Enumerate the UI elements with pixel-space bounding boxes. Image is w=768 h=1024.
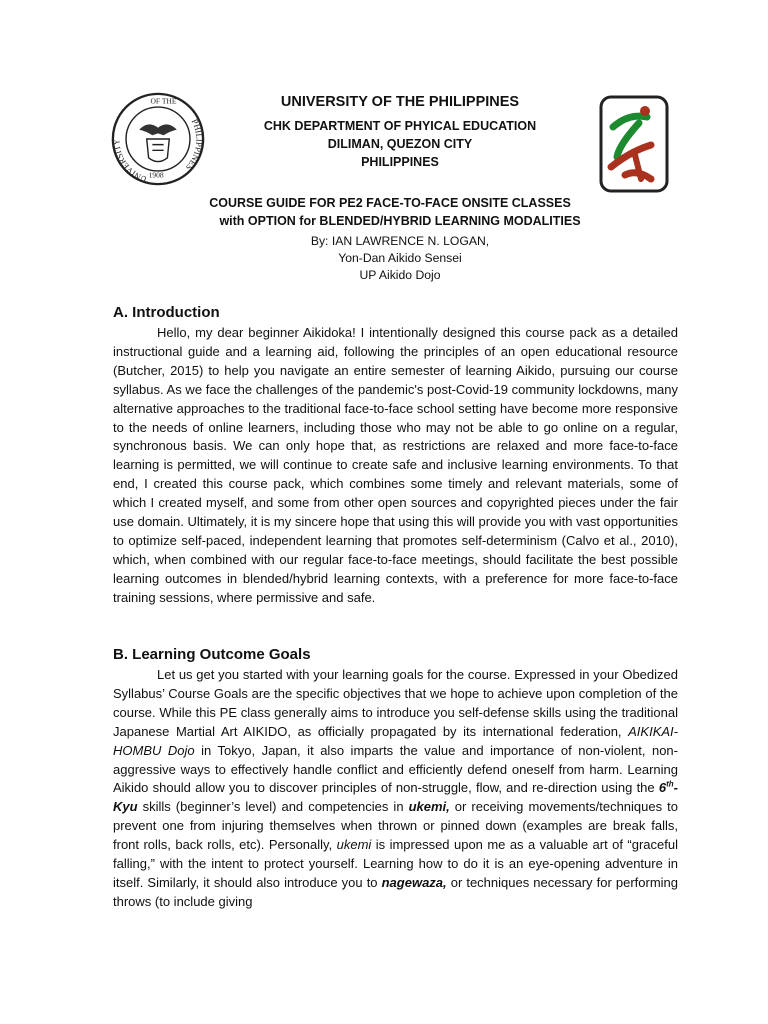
- author-line: By: IAN LAWRENCE N. LOGAN,: [310, 234, 490, 248]
- seal-text-right: PHILIPPINES: [183, 117, 205, 173]
- section-b-text-6: or techniques necessary for performing throws (to include giving: [113, 874, 678, 909]
- section-b-text-5: is impressed upon me as a valuable art of “graceful falling,” with the intent to protect yourself. Learning how to do it is an eye-opening adventure in itself. Similarly, it should also introduce you to: [113, 837, 678, 890]
- author-title: Yon-Dan Aikido Sensei: [338, 251, 462, 265]
- kyu-number: 6: [658, 780, 667, 796]
- kyu-word: -Kyu: [113, 780, 678, 815]
- ukemi-italic: ukemi: [336, 837, 372, 853]
- section-b-text-3: skills (beginner’s level) and competencies in: [137, 799, 409, 815]
- department-name: CHK DEPARTMENT OF PHYICAL EDUCATION: [263, 119, 537, 133]
- course-guide-subtitle: with OPTION for BLENDED/HYBRID LEARNING MODALITIES: [219, 214, 581, 228]
- svg-text:UNIVERSITY: [111, 139, 148, 185]
- city-line: DILIMAN, QUEZON CITY: [327, 137, 473, 151]
- section-a-paragraph: [113, 324, 678, 608]
- dojo-name: UP Aikido Dojo: [359, 268, 441, 282]
- hombu-dojo-name: AIKIKAI-HOMBU Dojo: [113, 723, 678, 758]
- section-b-heading: B. Learning Outcome Goals: [113, 646, 311, 663]
- section-b-paragraph: [113, 666, 678, 912]
- seal-text-left: UNIVERSITY: [111, 138, 149, 185]
- kyu-suffix: th: [666, 780, 674, 790]
- seal-year: 1908: [148, 170, 164, 180]
- section-b-text-4: or receiving movements/techniques to prevent one from injuring themselves when thrown or pinned down (examples are break falls, front rolls, back rolls, etc). Personally,: [113, 799, 678, 853]
- course-guide-title: COURSE GUIDE FOR PE2 FACE-TO-FACE ONSITE CLASSES: [209, 196, 571, 210]
- country-line: PHILIPPINES: [361, 155, 439, 169]
- nagewaza-term: nagewaza,: [381, 874, 447, 890]
- section-b-text-1: Let us get you started with your learning goals for the course. Expressed in your Obedized Syllabus’ Course Goals are the specific objectives that we hope to achieve upon completion of the course. While this PE class generally aims to introduce you self-defense skills using the traditional Japanese Martial Art AIKIDO, as officially propagated by its international federation,: [113, 667, 678, 739]
- university-seal-logo: [111, 92, 205, 186]
- ukemi-term: ukemi,: [408, 799, 450, 815]
- section-b-text-2: in Tokyo, Japan, it also imparts the value and importance of non-violent, non-aggressive ways to effectively handle conflict and efficiently defend oneself from harm. Learning Aikido should allow you to discover principles of non-struggle, flow, and re-direction using the: [113, 742, 678, 796]
- section-a-text: Hello, my dear beginner Aikidoka! I intentionally designed this course pack as a detailed instructional guide and a learning aid, following the principles of an open educational resource (Butcher, 2015) to help you navigate an entire semester of learning Aikido, pursuing our course syllabus. As we face the challenges of the pandemic's post-Covid-19 community lockdowns, many alternative approaches to the traditional face-to-face school setting have become more responsive to the needs of online learners, including those who may not be able to go online on a regular, synchronous basis. We can only hope that, as restrictions are relaxed and more face-to-face learning is permitted, we will continue to create safe and inclusive learning environments. To that end, I created this course pack, which combines some timely and relevant materials, some of which I created myself, and some from other open sources and copyrighted pieces under the fair use domain. Ultimately, it is my sincere hope that using this will provide you with vast opportunities to optimize self-paced, independent learning that promotes self-determinism (Calvo et al., 2010), which, when combined with our regular face-to-face meetings, should facilitate the best possible learning outcomes in blended/hybrid learning contexts, with a preference for more face-to-face training sessions, where permissive and safe.: [113, 325, 678, 605]
- aikido-kanji-logo: [599, 95, 669, 193]
- section-a-heading: A. Introduction: [113, 304, 220, 321]
- seal-text-top: OF THE: [150, 96, 177, 106]
- university-title: UNIVERSITY OF THE PHILIPPINES: [280, 94, 520, 110]
